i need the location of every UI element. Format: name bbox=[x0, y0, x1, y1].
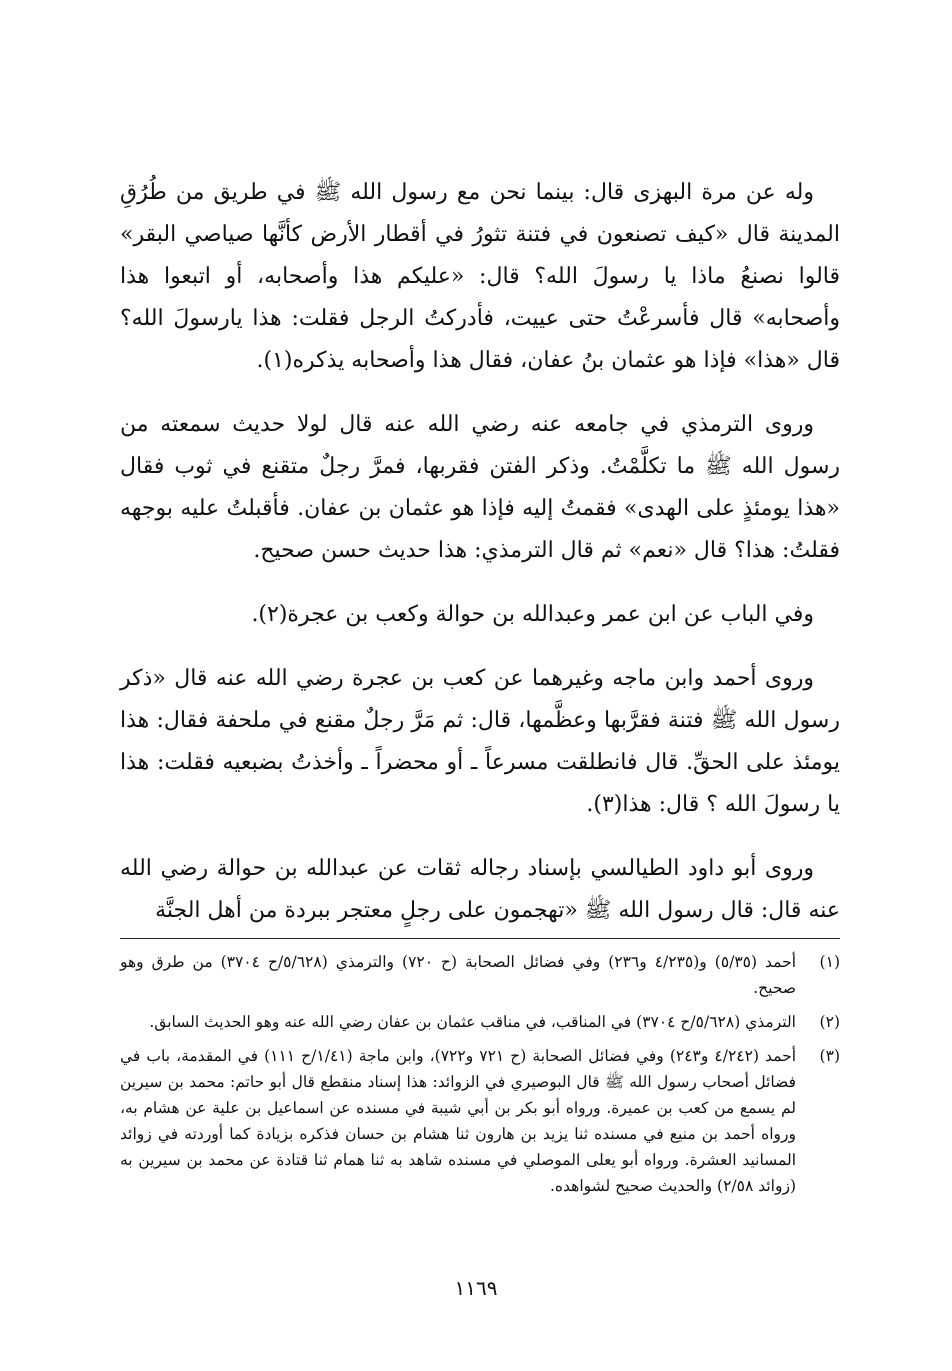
paragraph-2: وروى الترمذي في جامعه عنه رضي الله عنه قال لولا حديث سمعته من رسول الله ﷺ ما تكلَّمْتُ. وذكر الفتن فقربها، فمرَّ رجلٌ متقنع في ثوب فقال «هذا يومئذٍ على الهدى» فقمتُ إليه فإذا هو عثمان بن عفان. فأقبلتُ عليه بوجهه فقلتُ: هذا؟ قال «نعم» ثم قال الترمذي: هذا حديث حسن صحيح. bbox=[120, 412, 840, 563]
footnote-text: الترمذي (٥/٦٢٨/ح ٣٧٠٤) في المناقب، في مناقب عثمان بن عفان رضي الله عنه وهو الحديث السابق. bbox=[149, 1013, 796, 1031]
main-text-body bbox=[120, 172, 840, 932]
paragraph-4: وروى أحمد وابن ماجه وغيرهما عن كعب بن عجرة رضي الله عنه قال «ذكر رسول الله ﷺ فتنة فقرَّبها وعظَّمها، قال: ثم مَرَّ رجلٌ مقنع في ملحفة فقال: هذا يومئذ على الحقِّ. قال فانطلقت مسرعاً ـ أو محضراً ـ وأخذتُ بضبعيه فقلت: هذا يا رسولَ الله ؟ قال: هذا(٣). bbox=[120, 666, 840, 817]
footnote-2 bbox=[120, 1009, 840, 1035]
footnote-number: (٣) bbox=[819, 1047, 840, 1065]
page-number: ١١٦٩ bbox=[454, 1276, 498, 1300]
footnote-number: (٢) bbox=[819, 1013, 840, 1031]
footnote-text: أحمد (٥/٣٥) و(٤/٢٣٥ و٢٣٦) وفي فضائل الصحابة (ح ٧٢٠) والترمذي (٥/٦٢٨/ح ٣٧٠٤) من طرق وهو صحيح. bbox=[120, 953, 797, 997]
footnote-text: أحمد (٤/٢٤٢ و٢٤٣) وفي فضائل الصحابة (ح ٧٢١ و٧٢٢)، وابن ماجة (١/٤١/ح ١١١) في المقدمة، باب في فضائل أصحاب رسول الله ﷺ قال البوصيري في الزوائد: هذا إسناد منقطع قال أبو حاتم: محمد بن سيرين لم يسمع من كعب بن عميرة. ورواه أبو بكر بن أبي شيبة في مسنده عن اسماعيل بن علية عن هشام به، ورواه أحمد بن منيع في مسنده ثنا يزيد بن هارون ثنا هشام بن حسان فذكره بزيادة كما أوردته في زوائد المسانيد العشرة. ورواه أبو يعلى الموصلي في مسنده شاهد به ثنا همام ثنا قتادة عن محمد بن سيرين به (زوائد ٢/٥٨) والحديث صحيح لشواهده. bbox=[120, 1047, 797, 1195]
paragraph-5: وروى أبو داود الطيالسي بإسناد رجاله ثقات عن عبدالله بن حوالة رضي الله عنه قال: قال رسول الله ﷺ «تهجمون على رجلٍ معتجر ببردة من أهل الجنَّة bbox=[120, 856, 840, 923]
paragraph-1: وله عن مرة البهزى قال: بينما نحن مع رسول الله ﷺ في طريق من طُرُقِ المدينة قال «كيف تصنعون في فتنة تثورُ في أقطار الأرض كأنَّها صياصي البقر» قالوا نصنعُ ماذا يا رسولَ الله؟ قال: «عليكم هذا وأصحابه، أو اتبعوا هذا وأصحابه» قال فأسرعْتُ حتى عييت، فأدركتُ الرجل فقلت: هذا يارسولَ الله؟ قال «هذا» فإذا هو عثمان بنُ عفان، فقال هذا وأصحابه يذكره(١). bbox=[120, 180, 840, 373]
footnote-3 bbox=[120, 1043, 840, 1199]
footnote-1 bbox=[120, 949, 840, 1001]
footnote-divider bbox=[120, 938, 840, 939]
footnotes-section bbox=[120, 938, 840, 1207]
paragraph-3: وفي الباب عن ابن عمر وعبدالله بن حوالة وكعب بن عجرة(٢). bbox=[251, 602, 814, 627]
footnote-number: (١) bbox=[819, 953, 840, 971]
